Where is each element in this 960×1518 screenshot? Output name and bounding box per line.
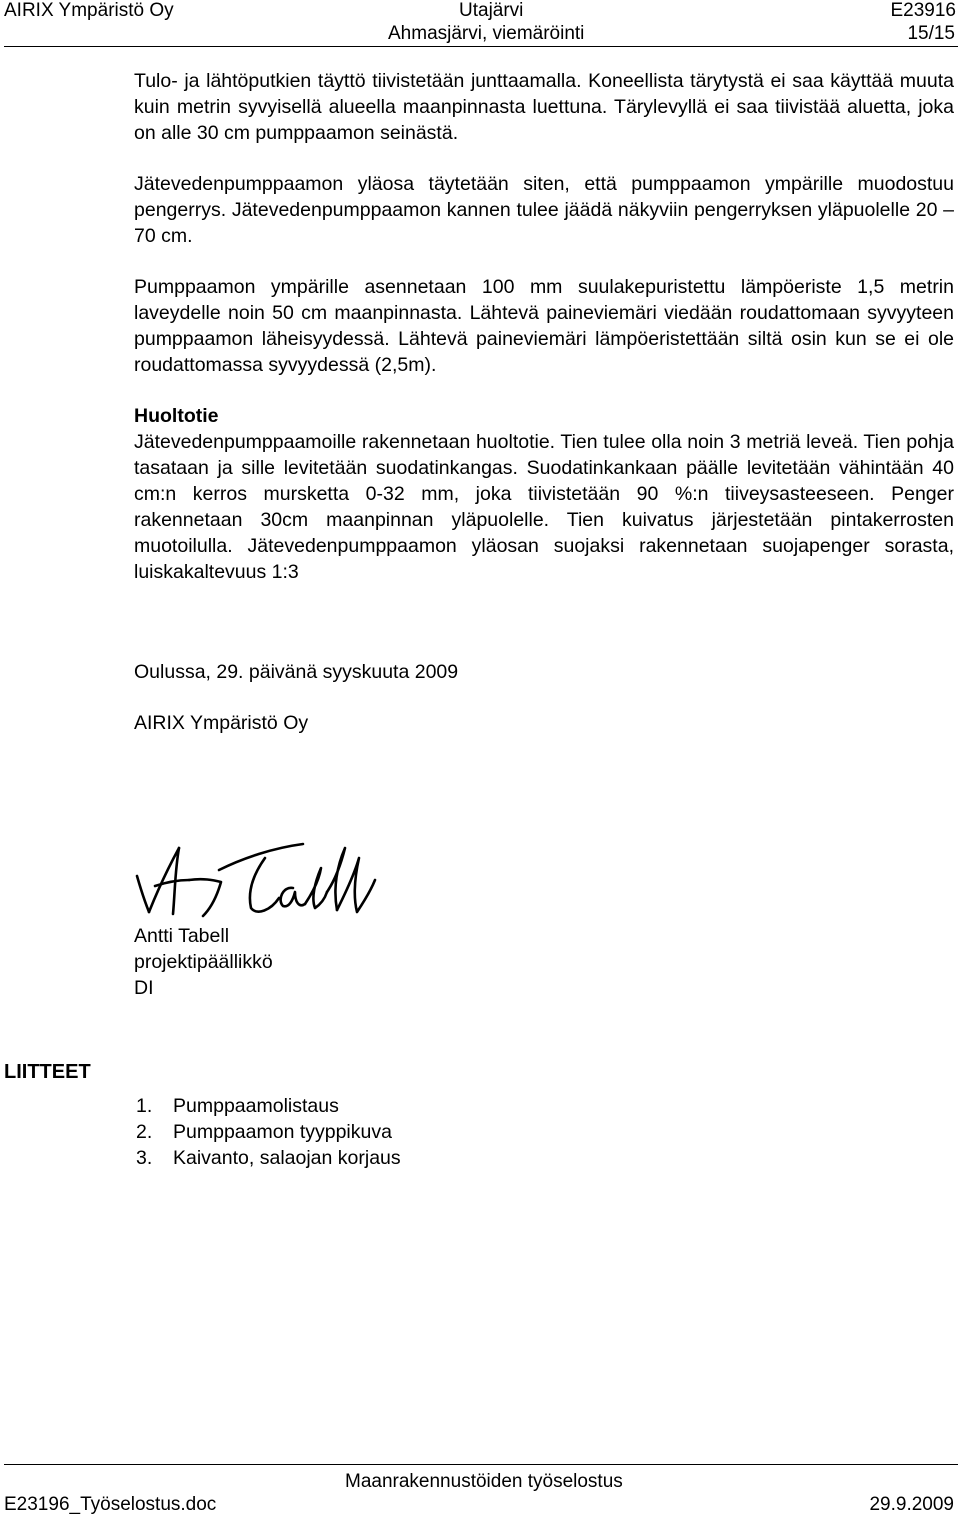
list-item-number: 2. [136,1121,153,1143]
paragraph-insulation: Pumppaamon ympärille asennetaan 100 mm suulakepuristettu lämpöeriste 1,5 metrin laveydelle noin 50 cm maanpinnasta. Lähtevä paineviemäri viedään roudattomaan syvyyteen pumppaamon läheisyydessä. Lähtevä paineviemäri lämpöeristettään siltä osin kun se ei ole roudattomassa syvyydessä (2,5m). [134,276,954,376]
footer-date: 29.9.2009 [869,1494,954,1515]
list-item-label: Pumppaamolistaus [173,1095,339,1117]
list-item-number: 1. [136,1095,153,1117]
paragraph-backfill: Tulo- ja lähtöputkien täyttö tiivistetään junttaamalla. Koneellista tärytystä ei saa käyttää muuta kuin metrin syvyisellä alueella maanpinnasta luettuna. Tärylevyllä ei saa tiivistää aluetta, joka on alle 30 cm pumppaamon seinästä. [134,70,954,144]
header-project: Ahmasjärvi, viemäröinti [388,23,585,44]
signer-name: Antti Tabell [134,925,230,947]
page-header [0,0,960,46]
header-place: Utajärvi [459,0,524,21]
place-date: Oulussa, 29. päivänä syyskuuta 2009 [134,661,459,683]
header-divider [4,46,958,47]
footer-filename: E23196_Työselostus.doc [4,1494,217,1515]
header-page-number: 15/15 [907,23,955,44]
closing-company: AIRIX Ympäristö Oy [134,712,309,734]
attachments-list [136,1093,401,1171]
list-item [136,1145,401,1171]
list-item [136,1093,401,1119]
header-company: AIRIX Ympäristö Oy [4,0,174,21]
footer-doc-title: Maanrakennustöiden työselostus [345,1471,623,1492]
signer-degree: DI [134,977,154,999]
list-item-number: 3. [136,1147,153,1169]
attachments-heading: LIITTEET [4,1061,91,1083]
paragraph-service-road: Jätevedenpumppaamoille rakennetaan huoltotie. Tien tulee olla noin 3 metriä leveä. Tien pohja tasataan ja sille levitetään suodatinkangas. Suodatinkankaan päälle levitetään vähintään 40 cm:n kerros mursketta 0-32 mm, joka tiivistetään 90 %:n tiiveysasteeseen. Penger rakennetaan 30cm maanpinnan yläpuolelle. Tien kuivatus järjestetään pintakerrosten muotoilulla. Jätevedenpumppaamon yläosan suojaksi rakennetaan suojapenger sorasta, luiskakaltevuus 1:3 [134,431,954,583]
section-heading-service-road: Huoltotie [134,405,219,427]
signature-image [133,840,383,922]
paragraph-embankment: Jätevedenpumppaamon yläosa täytetään siten, että pumppaamon ympärille muodostuu pengerrys. Jätevedenpumppaamon kannen tulee jäädä näkyviin pengerryksen yläpuolelle 20 – 70 cm. [134,173,954,247]
list-item-label: Pumppaamon tyyppikuva [173,1121,392,1143]
list-item-label: Kaivanto, salaojan korjaus [173,1147,401,1169]
header-doc-id: E23916 [890,0,956,21]
document-body [134,68,954,585]
list-item [136,1119,401,1145]
footer-divider [4,1464,958,1465]
signer-title: projektipäällikkö [134,951,273,973]
